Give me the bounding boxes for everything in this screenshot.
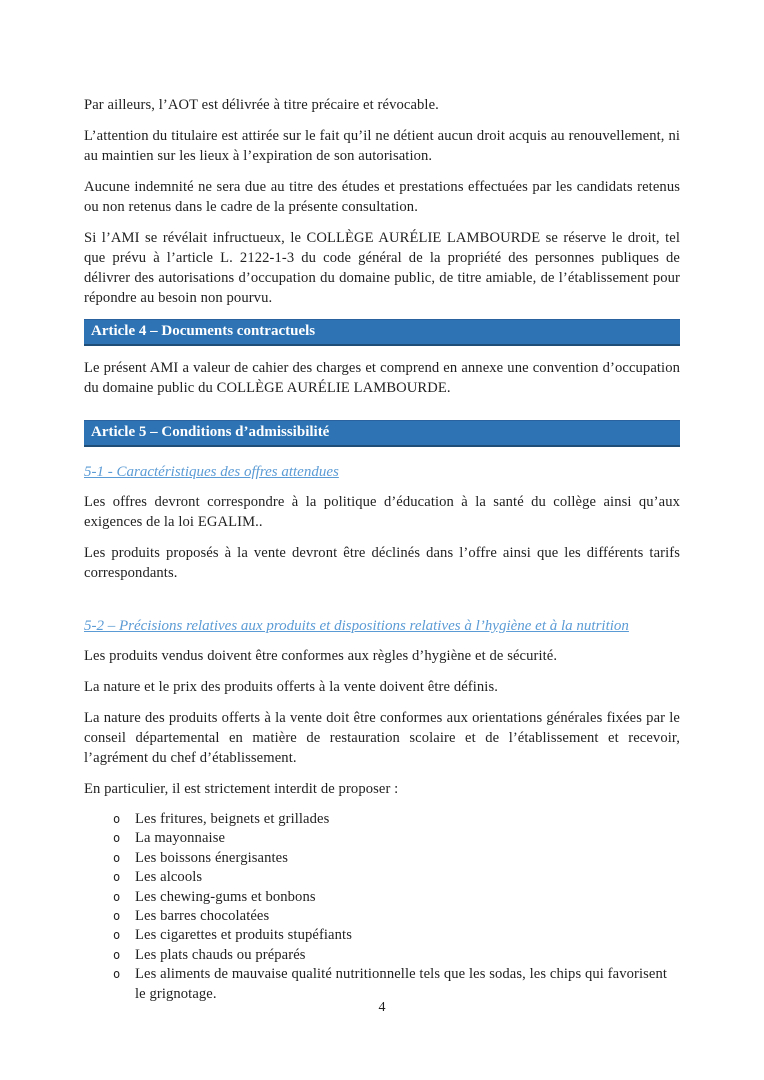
list-item-text: Les aliments de mauvaise qualité nutritionnelle tels que les sodas, les chips qui favorisent le grignotage. <box>135 966 668 1002</box>
list-item <box>113 868 680 887</box>
list-item <box>113 849 680 868</box>
page-number: 4 <box>378 1000 386 1015</box>
article-4-heading: Article 4 – Documents contractuels <box>84 319 680 346</box>
circle-bullet-icon: o <box>113 909 121 924</box>
circle-bullet-icon: o <box>113 870 121 885</box>
list-item-text: Les chewing-gums et bonbons <box>135 888 316 905</box>
prohibited-items-list <box>84 810 680 1004</box>
list-item-text: Les alcools <box>135 869 203 886</box>
circle-bullet-icon: o <box>113 850 121 865</box>
list-item <box>113 810 680 829</box>
page-footer <box>0 1000 764 1016</box>
list-item-text: Les cigarettes et produits stupéfiants <box>135 927 352 944</box>
list-item-text: La mayonnaise <box>135 830 226 847</box>
paragraph-aucune-indemnite: Aucune indemnité ne sera due au titre des études et prestations effectuées par les candidats retenus ou non retenus dans le cadre de la présente consultation. <box>84 179 680 215</box>
paragraph-5-2-nature-prix: La nature et le prix des produits offerts à la vente doivent être définis. <box>84 679 498 695</box>
paragraph-5-2-hygiene: Les produits vendus doivent être conformes aux règles d’hygiène et de sécurité. <box>84 648 558 664</box>
list-item <box>113 926 680 945</box>
paragraph-attention-titulaire: L’attention du titulaire est attirée sur le fait qu’il ne détient aucun droit acquis au renouvellement, ni au maintien sur les lieux à l’expiration de son autorisation. <box>84 128 680 164</box>
paragraph-article-4-body: Le présent AMI a valeur de cahier des charges et comprend en annexe une convention d’occupation du domaine public du COLLÈGE AURÉLIE LAMBOURDE. <box>84 360 680 396</box>
paragraph-5-1-offres: Les offres devront correspondre à la politique d’éducation à la santé du collège ainsi qu’aux exigences de la loi EGALIM.. <box>84 494 680 530</box>
list-item-text: Les barres chocolatées <box>135 908 270 925</box>
article-5-heading: Article 5 – Conditions d’admissibilité <box>84 420 680 447</box>
list-item <box>113 888 680 907</box>
section-5-2-heading: 5-2 – Précisions relatives aux produits et dispositions relatives à l’hygiène et à la nutrition <box>84 618 629 634</box>
list-item <box>113 829 680 848</box>
list-item <box>113 907 680 926</box>
section-5-1-heading: 5-1 - Caractéristiques des offres attendues <box>84 464 339 480</box>
circle-bullet-icon: o <box>113 889 121 904</box>
list-item-text: Les plats chauds ou préparés <box>135 946 306 963</box>
circle-bullet-icon: o <box>113 967 121 982</box>
paragraph-5-2-interdit: En particulier, il est strictement interdit de proposer : <box>84 781 399 797</box>
paragraph-aot-precaire: Par ailleurs, l’AOT est délivrée à titre précaire et révocable. <box>84 97 439 113</box>
circle-bullet-icon: o <box>113 947 121 962</box>
paragraph-ami-infructueux: Si l’AMI se révélait infructueux, le COLLÈGE AURÉLIE LAMBOURDE se réserve le droit, tel que prévu à l’article L. 2122-1-3 du code général de la propriété des personnes publiques de délivrer des autorisations d’occupation du domaine public, de titre amiable, de l’établissement pour répondre au besoin non pourvu. <box>84 230 680 306</box>
circle-bullet-icon: o <box>113 928 121 943</box>
list-item <box>113 946 680 965</box>
circle-bullet-icon: o <box>113 812 121 826</box>
paragraph-5-1-produits: Les produits proposés à la vente devront être déclinés dans l’offre ainsi que les différents tarifs correspondants. <box>84 545 680 581</box>
list-item <box>113 965 680 1004</box>
circle-bullet-icon: o <box>113 831 121 846</box>
list-item-text: Les fritures, beignets et grillades <box>135 811 330 827</box>
list-item-text: Les boissons énergisantes <box>135 849 289 866</box>
paragraph-5-2-orientations: La nature des produits offerts à la vente doit être conformes aux orientations générales fixées par le conseil départemental en matière de restauration scolaire et de l’établissement et recevoir, l’agrément du chef d’établissement. <box>84 710 680 766</box>
